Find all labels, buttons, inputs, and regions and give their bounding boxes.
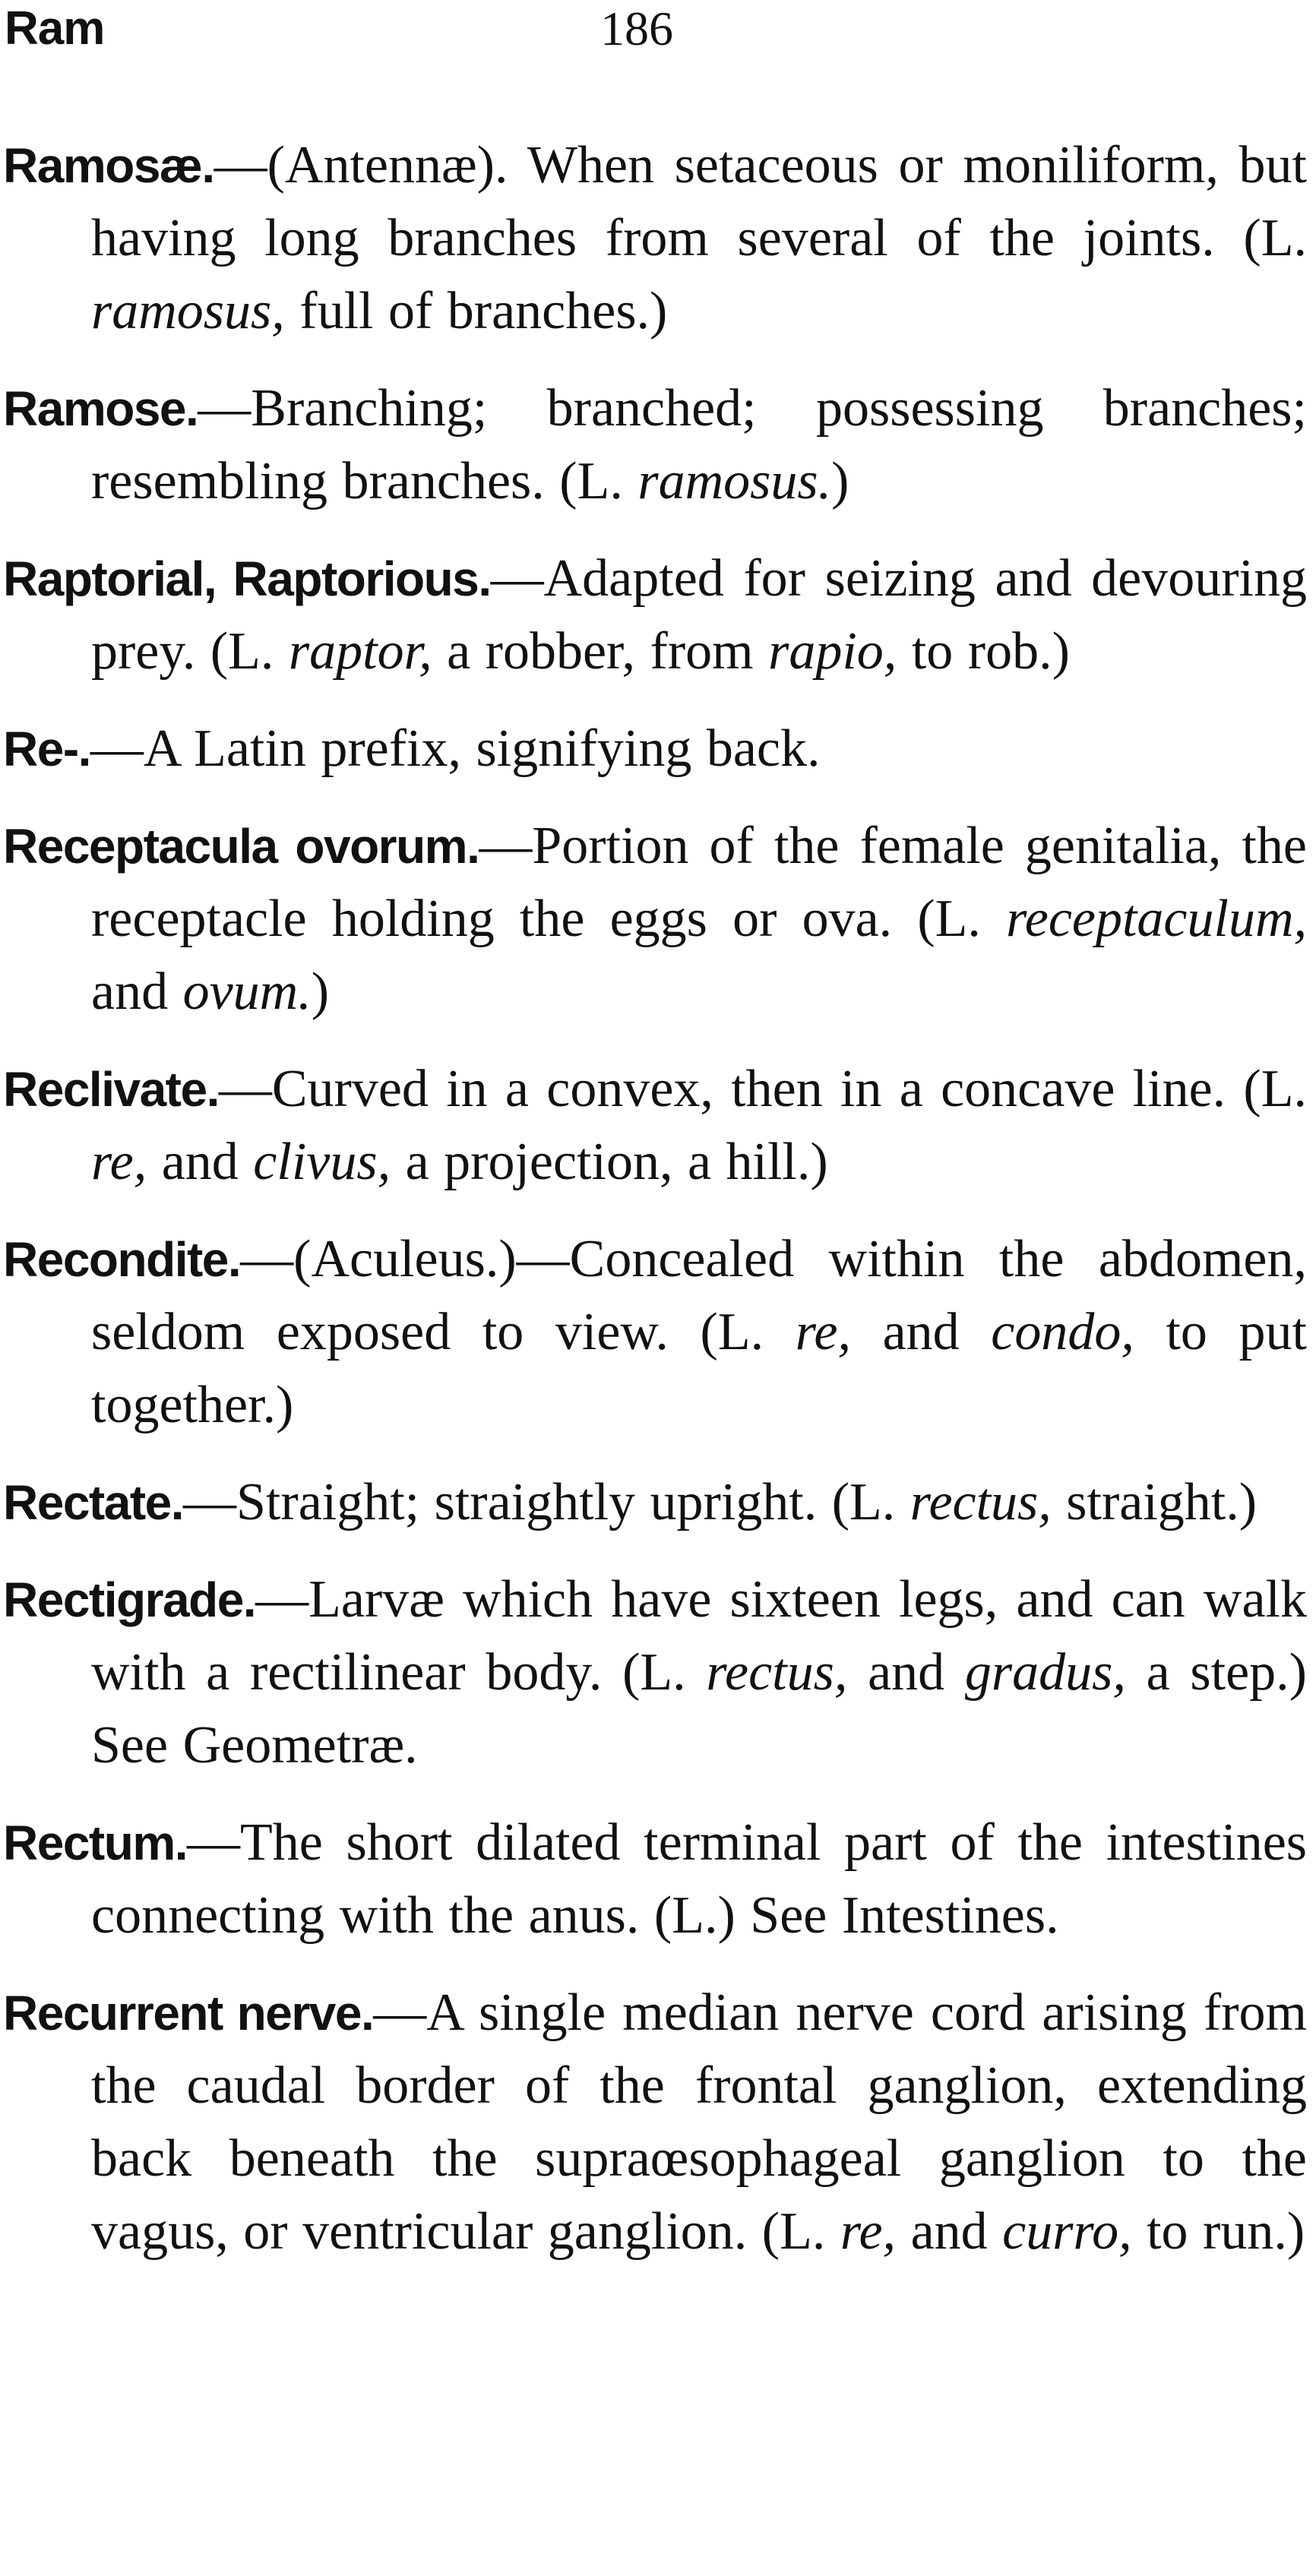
entry-latin-word: raptor, (288, 622, 432, 681)
entry-definition-text: —Adapted for seizing and devouring prey. (L. (91, 549, 1308, 681)
entry-latin-word: ramosus, (91, 282, 285, 340)
entry-term: Re-. (3, 722, 90, 776)
entry-definition-text: ) (311, 962, 330, 1021)
entry-definition-text: —A single median nerve cord arising from the caudal border of the frontal ganglion, extending back beneath the supraœsophageal ganglion to the vagus, or ventricular ganglion. (L. (91, 1983, 1307, 2261)
entry-definition-text: to put together.) (91, 1303, 1307, 1434)
entry-definition-text: a projection, a hill.) (391, 1133, 828, 1191)
entry-definition-text: and (147, 1133, 254, 1191)
entry-term: Rectum. (3, 1816, 187, 1870)
entry-term: Raptorial, Raptorious. (3, 552, 491, 606)
entry-definition-text: —Curved in a convex, then in a concave line. (L. (218, 1060, 1307, 1118)
entry-definition-text: straight.) (1051, 1473, 1257, 1531)
entry-definition-text: —Portion of the female genitalia, the receptacle holding the eggs or ova. (L. (91, 817, 1307, 948)
entry-term: Recondite. (3, 1232, 241, 1287)
dictionary-entry (0, 1223, 1307, 1442)
dictionary-entry (0, 1806, 1307, 1952)
entry-definition-text: —Branching; branched; possessing branches; resembling branches. (L. (91, 379, 1307, 510)
entry-latin-word: ovum. (182, 962, 312, 1021)
entry-latin-word: re, (91, 1133, 147, 1191)
entry-definition-text: a step.) See Geometræ. (91, 1643, 1307, 1775)
dictionary-entry (0, 713, 1307, 785)
dictionary-entry (0, 810, 1307, 1029)
entry-definition-text: a robber, from (432, 622, 769, 681)
entry-term: Ramosæ. (3, 138, 214, 193)
entry-definition-text: full of branches.) (284, 282, 668, 340)
entry-definition-text: and (896, 2202, 1003, 2261)
entry-latin-word: gradus, (964, 1643, 1126, 1702)
entry-latin-word: rapio, (768, 622, 897, 681)
dictionary-entry (0, 1053, 1307, 1199)
dictionary-entry (0, 372, 1307, 518)
entry-term: Rectigrade. (3, 1572, 256, 1627)
entry-latin-word: rectus, (909, 1473, 1052, 1531)
dictionary-entry (0, 542, 1307, 688)
entry-definition-text: and (847, 1643, 965, 1702)
entry-term: Receptacula ovorum. (3, 819, 479, 874)
entry-latin-word: re, (840, 2202, 897, 2261)
entry-latin-word: receptaculum, (1006, 890, 1307, 948)
dictionary-entry (0, 1977, 1307, 2268)
entry-term: Ramose. (3, 381, 198, 436)
entry-definition-text: —Larvæ which have sixteen legs, and can walk with a rectilinear body. (L. (91, 1570, 1307, 1702)
entry-term: Rectate. (3, 1475, 183, 1530)
entry-definition-text: —Straight; straightly upright. (L. (183, 1473, 910, 1531)
running-head (0, 0, 1316, 68)
entry-latin-word: clivus, (253, 1133, 391, 1191)
entry-latin-word: ramosus. (637, 452, 832, 510)
dictionary-entry (0, 129, 1307, 348)
entry-term: Recurrent nerve. (3, 1986, 374, 2040)
entry-definition-text: —A Latin prefix, signifying back. (90, 719, 821, 778)
dictionary-entry (0, 1563, 1307, 1782)
entry-latin-word: rectus, (706, 1643, 848, 1702)
dictionary-entry (0, 1466, 1307, 1539)
head-word: Ram (5, 2, 105, 55)
entry-definition-text: and (850, 1303, 992, 1361)
entry-latin-word: re, (795, 1303, 851, 1361)
entry-latin-word: curro, (1002, 2202, 1132, 2261)
entry-definition-text: —The short dilated terminal part of the intestines connecting with the anus. (L.) See Intestines. (91, 1813, 1307, 1945)
entry-definition-text: to rob.) (897, 622, 1070, 681)
entry-latin-word: condo, (991, 1303, 1134, 1361)
entry-definition-text: to run.) (1131, 2202, 1305, 2261)
page-number: 186 (600, 2, 673, 55)
entry-definition-text: and (91, 962, 183, 1021)
entry-definition-text: —(Aculeus.)—Concealed within the abdomen, seldom exposed to view. (L. (91, 1230, 1307, 1361)
entry-definition-text: ) (831, 452, 849, 510)
entry-term: Reclivate. (3, 1062, 219, 1117)
entry-definition-text: —(Antennæ). When setaceous or moniliform, but having long branches from several of the joints. (L. (91, 136, 1307, 267)
entry-list (0, 129, 1307, 2293)
